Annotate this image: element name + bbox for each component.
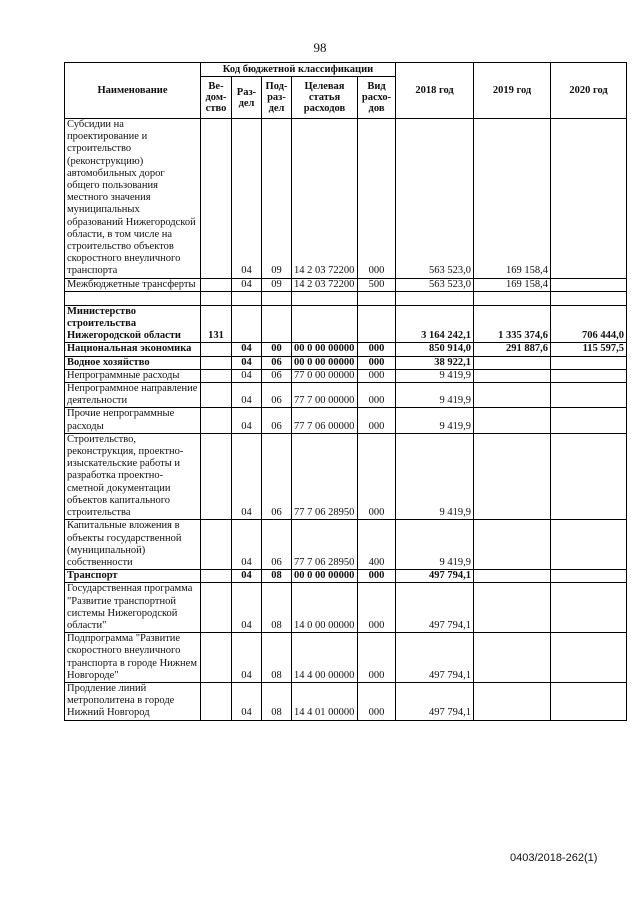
cell-razdel <box>232 291 262 305</box>
cell-target: 77 7 06 28950 <box>292 433 358 519</box>
cell-name: Подпрограмма "Развитие скоростного внеуличного транспорта в городе Нижнем Новгороде" <box>65 633 201 683</box>
cell-kind: 000 <box>358 408 396 433</box>
cell-y2019: 1 335 374,6 <box>474 305 551 343</box>
cell-razdel: 04 <box>232 633 262 683</box>
cell-y2020 <box>551 369 627 382</box>
cell-y2019: 169 158,4 <box>474 278 551 291</box>
page-number: 98 <box>313 40 327 55</box>
cell-target: 00 0 00 00000 <box>292 356 358 369</box>
header-2019: 2019 год <box>474 63 551 119</box>
cell-podrazdel <box>262 305 292 343</box>
cell-razdel: 04 <box>232 408 262 433</box>
cell-razdel: 04 <box>232 343 262 356</box>
cell-kind: 000 <box>358 682 396 720</box>
header-podrazdel: Под- раз- дел <box>262 77 292 119</box>
cell-kind: 400 <box>358 520 396 570</box>
cell-name: Межбюджетные трансферты <box>65 278 201 291</box>
table-row <box>65 278 627 291</box>
cell-y2019 <box>474 383 551 408</box>
cell-podrazdel: 08 <box>262 583 292 633</box>
table-row <box>65 383 627 408</box>
table-row <box>65 570 627 583</box>
cell-kind: 000 <box>358 433 396 519</box>
cell-ved <box>201 291 232 305</box>
cell-y2018: 497 794,1 <box>396 570 474 583</box>
cell-razdel: 04 <box>232 119 262 279</box>
table-row <box>65 583 627 633</box>
cell-target: 14 2 03 72200 <box>292 119 358 279</box>
cell-kind: 500 <box>358 278 396 291</box>
cell-razdel: 04 <box>232 583 262 633</box>
cell-podrazdel: 08 <box>262 682 292 720</box>
cell-podrazdel <box>262 291 292 305</box>
cell-podrazdel: 06 <box>262 356 292 369</box>
cell-y2020 <box>551 570 627 583</box>
cell-y2020 <box>551 291 627 305</box>
cell-razdel <box>232 305 262 343</box>
cell-y2018: 497 794,1 <box>396 583 474 633</box>
cell-y2019 <box>474 583 551 633</box>
cell-y2019 <box>474 520 551 570</box>
cell-target <box>292 305 358 343</box>
cell-y2019 <box>474 408 551 433</box>
document-code: 0403/2018-262(1) <box>510 852 598 864</box>
cell-target: 00 0 00 00000 <box>292 570 358 583</box>
header-razdel: Раз- дел <box>232 77 262 119</box>
cell-y2018: 850 914,0 <box>396 343 474 356</box>
table-row <box>65 520 627 570</box>
cell-name: Субсидии на проектирование и строительство (реконструкцию) автомобильных дорог общего пользования местного значения муниципальных образований Нижегородской области, в том числе на строительство объектов скоростного внеуличного транспорта <box>65 119 201 279</box>
cell-razdel: 04 <box>232 682 262 720</box>
cell-y2019: 169 158,4 <box>474 119 551 279</box>
cell-name: Транспорт <box>65 570 201 583</box>
cell-podrazdel: 06 <box>262 369 292 382</box>
table-row <box>65 633 627 683</box>
table-row <box>65 343 627 356</box>
cell-target: 00 0 00 00000 <box>292 343 358 356</box>
cell-razdel: 04 <box>232 433 262 519</box>
cell-name: Непрограммные расходы <box>65 369 201 382</box>
cell-kind <box>358 291 396 305</box>
cell-y2020 <box>551 682 627 720</box>
cell-ved <box>201 383 232 408</box>
cell-y2020 <box>551 278 627 291</box>
cell-y2018: 9 419,9 <box>396 520 474 570</box>
table-row <box>65 682 627 720</box>
cell-target: 77 7 06 28950 <box>292 520 358 570</box>
cell-ved <box>201 633 232 683</box>
cell-target: 77 7 00 00000 <box>292 383 358 408</box>
cell-kind: 000 <box>358 633 396 683</box>
cell-ved <box>201 520 232 570</box>
table-row <box>65 291 627 305</box>
budget-table <box>64 62 627 721</box>
cell-y2018: 497 794,1 <box>396 682 474 720</box>
table-row <box>65 119 627 279</box>
cell-ved <box>201 343 232 356</box>
cell-y2020 <box>551 433 627 519</box>
cell-podrazdel: 08 <box>262 633 292 683</box>
header-2020: 2020 год <box>551 63 627 119</box>
cell-podrazdel: 06 <box>262 383 292 408</box>
table-row <box>65 369 627 382</box>
cell-y2018: 38 922,1 <box>396 356 474 369</box>
cell-target: 77 0 00 00000 <box>292 369 358 382</box>
cell-y2018: 563 523,0 <box>396 119 474 279</box>
cell-y2019: 291 887,6 <box>474 343 551 356</box>
cell-target: 14 0 00 00000 <box>292 583 358 633</box>
cell-podrazdel: 06 <box>262 433 292 519</box>
cell-razdel: 04 <box>232 356 262 369</box>
cell-name: Продление линий метрополитена в городе Нижний Новгород <box>65 682 201 720</box>
cell-y2018: 9 419,9 <box>396 369 474 382</box>
cell-razdel: 04 <box>232 369 262 382</box>
cell-y2019 <box>474 682 551 720</box>
cell-kind: 000 <box>358 119 396 279</box>
cell-kind: 000 <box>358 570 396 583</box>
cell-name: Прочие непрограммные расходы <box>65 408 201 433</box>
cell-name: Национальная экономика <box>65 343 201 356</box>
cell-ved <box>201 433 232 519</box>
cell-podrazdel: 09 <box>262 119 292 279</box>
header-vedomstvo: Ве- дом- ство <box>201 77 232 119</box>
cell-ved <box>201 356 232 369</box>
cell-y2019 <box>474 369 551 382</box>
cell-y2019 <box>474 291 551 305</box>
cell-podrazdel: 06 <box>262 408 292 433</box>
table-row <box>65 305 627 343</box>
cell-y2018: 497 794,1 <box>396 633 474 683</box>
cell-razdel: 04 <box>232 570 262 583</box>
cell-y2018 <box>396 291 474 305</box>
cell-y2020 <box>551 520 627 570</box>
cell-name: Строительство, реконструкция, проектно-изыскательские работы и разработка проектно-сметной документации объектов капитального строительства <box>65 433 201 519</box>
cell-podrazdel: 06 <box>262 520 292 570</box>
cell-ved <box>201 278 232 291</box>
cell-podrazdel: 00 <box>262 343 292 356</box>
cell-name <box>65 291 201 305</box>
cell-y2018: 3 164 242,1 <box>396 305 474 343</box>
cell-podrazdel: 09 <box>262 278 292 291</box>
cell-kind: 000 <box>358 356 396 369</box>
cell-target: 14 4 01 00000 <box>292 682 358 720</box>
table-row <box>65 433 627 519</box>
cell-y2019 <box>474 633 551 683</box>
cell-razdel: 04 <box>232 383 262 408</box>
cell-y2020 <box>551 356 627 369</box>
cell-kind: 000 <box>358 369 396 382</box>
cell-y2020 <box>551 408 627 433</box>
cell-target: 14 4 00 00000 <box>292 633 358 683</box>
cell-ved <box>201 369 232 382</box>
header-name: Наименование <box>65 63 201 119</box>
cell-ved: 131 <box>201 305 232 343</box>
cell-target: 77 7 06 00000 <box>292 408 358 433</box>
cell-ved <box>201 583 232 633</box>
cell-kind: 000 <box>358 383 396 408</box>
header-kind: Вид расхо- дов <box>358 77 396 119</box>
cell-y2020 <box>551 119 627 279</box>
cell-name: Непрограммное направление деятельности <box>65 383 201 408</box>
cell-y2020: 706 444,0 <box>551 305 627 343</box>
cell-y2018: 563 523,0 <box>396 278 474 291</box>
cell-kind: 000 <box>358 343 396 356</box>
table-row <box>65 356 627 369</box>
cell-name: Капитальные вложения в объекты государственной (муниципальной) собственности <box>65 520 201 570</box>
cell-name: Министерство строительства Нижегородской области <box>65 305 201 343</box>
cell-podrazdel: 08 <box>262 570 292 583</box>
table-row <box>65 408 627 433</box>
table-header-row <box>65 63 627 77</box>
header-code-group: Код бюджетной классификации <box>201 63 396 77</box>
cell-razdel: 04 <box>232 278 262 291</box>
cell-ved <box>201 408 232 433</box>
cell-name: Водное хозяйство <box>65 356 201 369</box>
cell-y2019 <box>474 433 551 519</box>
cell-y2018: 9 419,9 <box>396 433 474 519</box>
cell-y2019 <box>474 356 551 369</box>
cell-ved <box>201 682 232 720</box>
cell-kind: 000 <box>358 583 396 633</box>
cell-razdel: 04 <box>232 520 262 570</box>
header-2018: 2018 год <box>396 63 474 119</box>
cell-y2020 <box>551 383 627 408</box>
cell-target: 14 2 03 72200 <box>292 278 358 291</box>
cell-y2019 <box>474 570 551 583</box>
header-target: Целевая статья расходов <box>292 77 358 119</box>
cell-kind <box>358 305 396 343</box>
cell-ved <box>201 570 232 583</box>
cell-y2020 <box>551 583 627 633</box>
cell-ved <box>201 119 232 279</box>
cell-name: Государственная программа "Развитие транспортной системы Нижегородской области" <box>65 583 201 633</box>
cell-y2020: 115 597,5 <box>551 343 627 356</box>
cell-y2018: 9 419,9 <box>396 383 474 408</box>
cell-target <box>292 291 358 305</box>
cell-y2018: 9 419,9 <box>396 408 474 433</box>
cell-y2020 <box>551 633 627 683</box>
